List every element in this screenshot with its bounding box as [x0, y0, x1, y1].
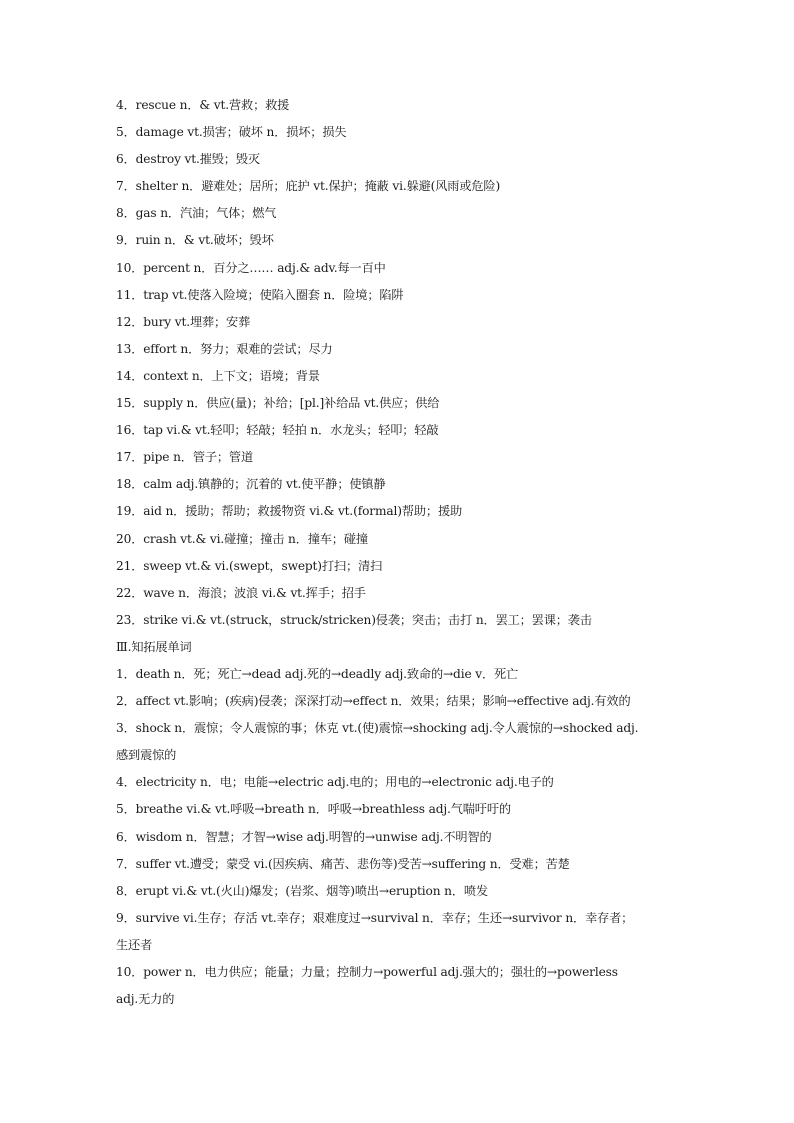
entry-shock-continued: 感到震惊的	[116, 748, 177, 763]
entry-erupt: 8．erupt vi.& vt.(火山)爆发；(岩浆、烟等)喷出→eruption n．喷发	[116, 883, 488, 898]
entry-bury: 12．bury vt.埋葬；安葬	[116, 314, 251, 329]
entry-ruin: 9．ruin n．& vt.破坏；毁坏	[116, 233, 274, 248]
entry-gas: 8．gas n．汽油；气体；燃气	[116, 206, 277, 221]
entry-shock: 3．shock n．震惊；令人震惊的事；休克 vt.(使)震惊→shocking adj.令人震惊的→shocked adj.	[116, 721, 639, 736]
entry-sweep: 21．sweep vt.& vi.(swept，swept)打扫；清扫	[116, 558, 383, 573]
entry-affect: 2．affect vt.影响；(疾病)侵袭；深深打动→effect n．效果；结果；影响→effective adj.有效的	[116, 694, 631, 709]
section-heading: Ⅲ.知拓展单词	[116, 639, 192, 654]
entry-suffer: 7．suffer vt.遭受；蒙受 vi.(因疾病、痛苦、悲伤等)受苦→suffering n．受难；苦楚	[116, 856, 570, 871]
entry-shelter: 7．shelter n．避难处；居所；庇护 vt.保护；掩蔽 vi.躲避(风雨或危险)	[116, 179, 501, 194]
entry-supply: 15．supply n．供应(量)；补给；[pl.]补给品 vt.供应；供给	[116, 396, 440, 411]
entry-survive: 9．survive vi.生存；存活 vt.幸存；艰难度过→survival n．幸存；生还→survivor n．幸存者；	[116, 910, 634, 925]
entry-pipe: 17．pipe n．管子；管道	[116, 450, 254, 465]
entry-strike: 23．strike vi.& vt.(struck，struck/stricken)侵袭；突击；击打 n．罢工；罢课；袭击	[116, 612, 592, 627]
entry-rescue: 4．rescue n．& vt.营救；救援	[116, 98, 290, 112]
entry-tap: 16．tap vi.& vt.轻叩；轻敲；轻拍 n．水龙头；轻叩；轻敲	[116, 423, 439, 438]
entry-calm: 18．calm adj.镇静的；沉着的 vt.使平静；使镇静	[116, 477, 386, 492]
entry-power: 10．power n．电力供应；能量；力量；控制力→powerful adj.强大的；强壮的→powerless	[116, 965, 618, 979]
entry-crash: 20．crash vt.& vi.碰撞；撞击 n．撞车；碰撞	[116, 531, 368, 546]
entry-breathe: 5．breathe vi.& vt.呼吸→breath n．呼吸→breathless adj.气喘吁吁的	[116, 802, 511, 817]
entry-destroy: 6．destroy vt.摧毁；毁灭	[116, 152, 260, 167]
entry-power-continued: adj.无力的	[116, 992, 175, 1007]
entry-context: 14．context n．上下文；语境；背景	[116, 368, 320, 383]
entry-damage: 5．damage vt.损害；破坏 n．损坏；损失	[116, 125, 347, 140]
entry-percent: 10．percent n．百分之…… adj.& adv.每一百中	[116, 260, 386, 275]
entry-aid: 19．aid n．援助；帮助；救援物资 vi.& vt.(formal)帮助；援助	[116, 504, 463, 519]
entry-death: 1．death n．死；死亡→dead adj.死的→deadly adj.致命的→die v．死亡	[116, 666, 519, 681]
entry-wave: 22．wave n．海浪；波浪 vi.& vt.挥手；招手	[116, 585, 366, 600]
entry-electricity: 4．electricity n．电；电能→electric adj.电的；用电的→electronic adj.电子的	[116, 775, 554, 790]
entry-trap: 11．trap vt.使落入险境；使陷入圈套 n．险境；陷阱	[116, 287, 404, 302]
entry-survive-continued: 生还者	[116, 937, 153, 952]
entry-effort: 13．effort n．努力；艰难的尝试；尽力	[116, 341, 333, 356]
word-list	[116, 92, 682, 1013]
entry-wisdom: 6．wisdom n．智慧；才智→wise adj.明智的→unwise adj.不明智的	[116, 829, 492, 844]
